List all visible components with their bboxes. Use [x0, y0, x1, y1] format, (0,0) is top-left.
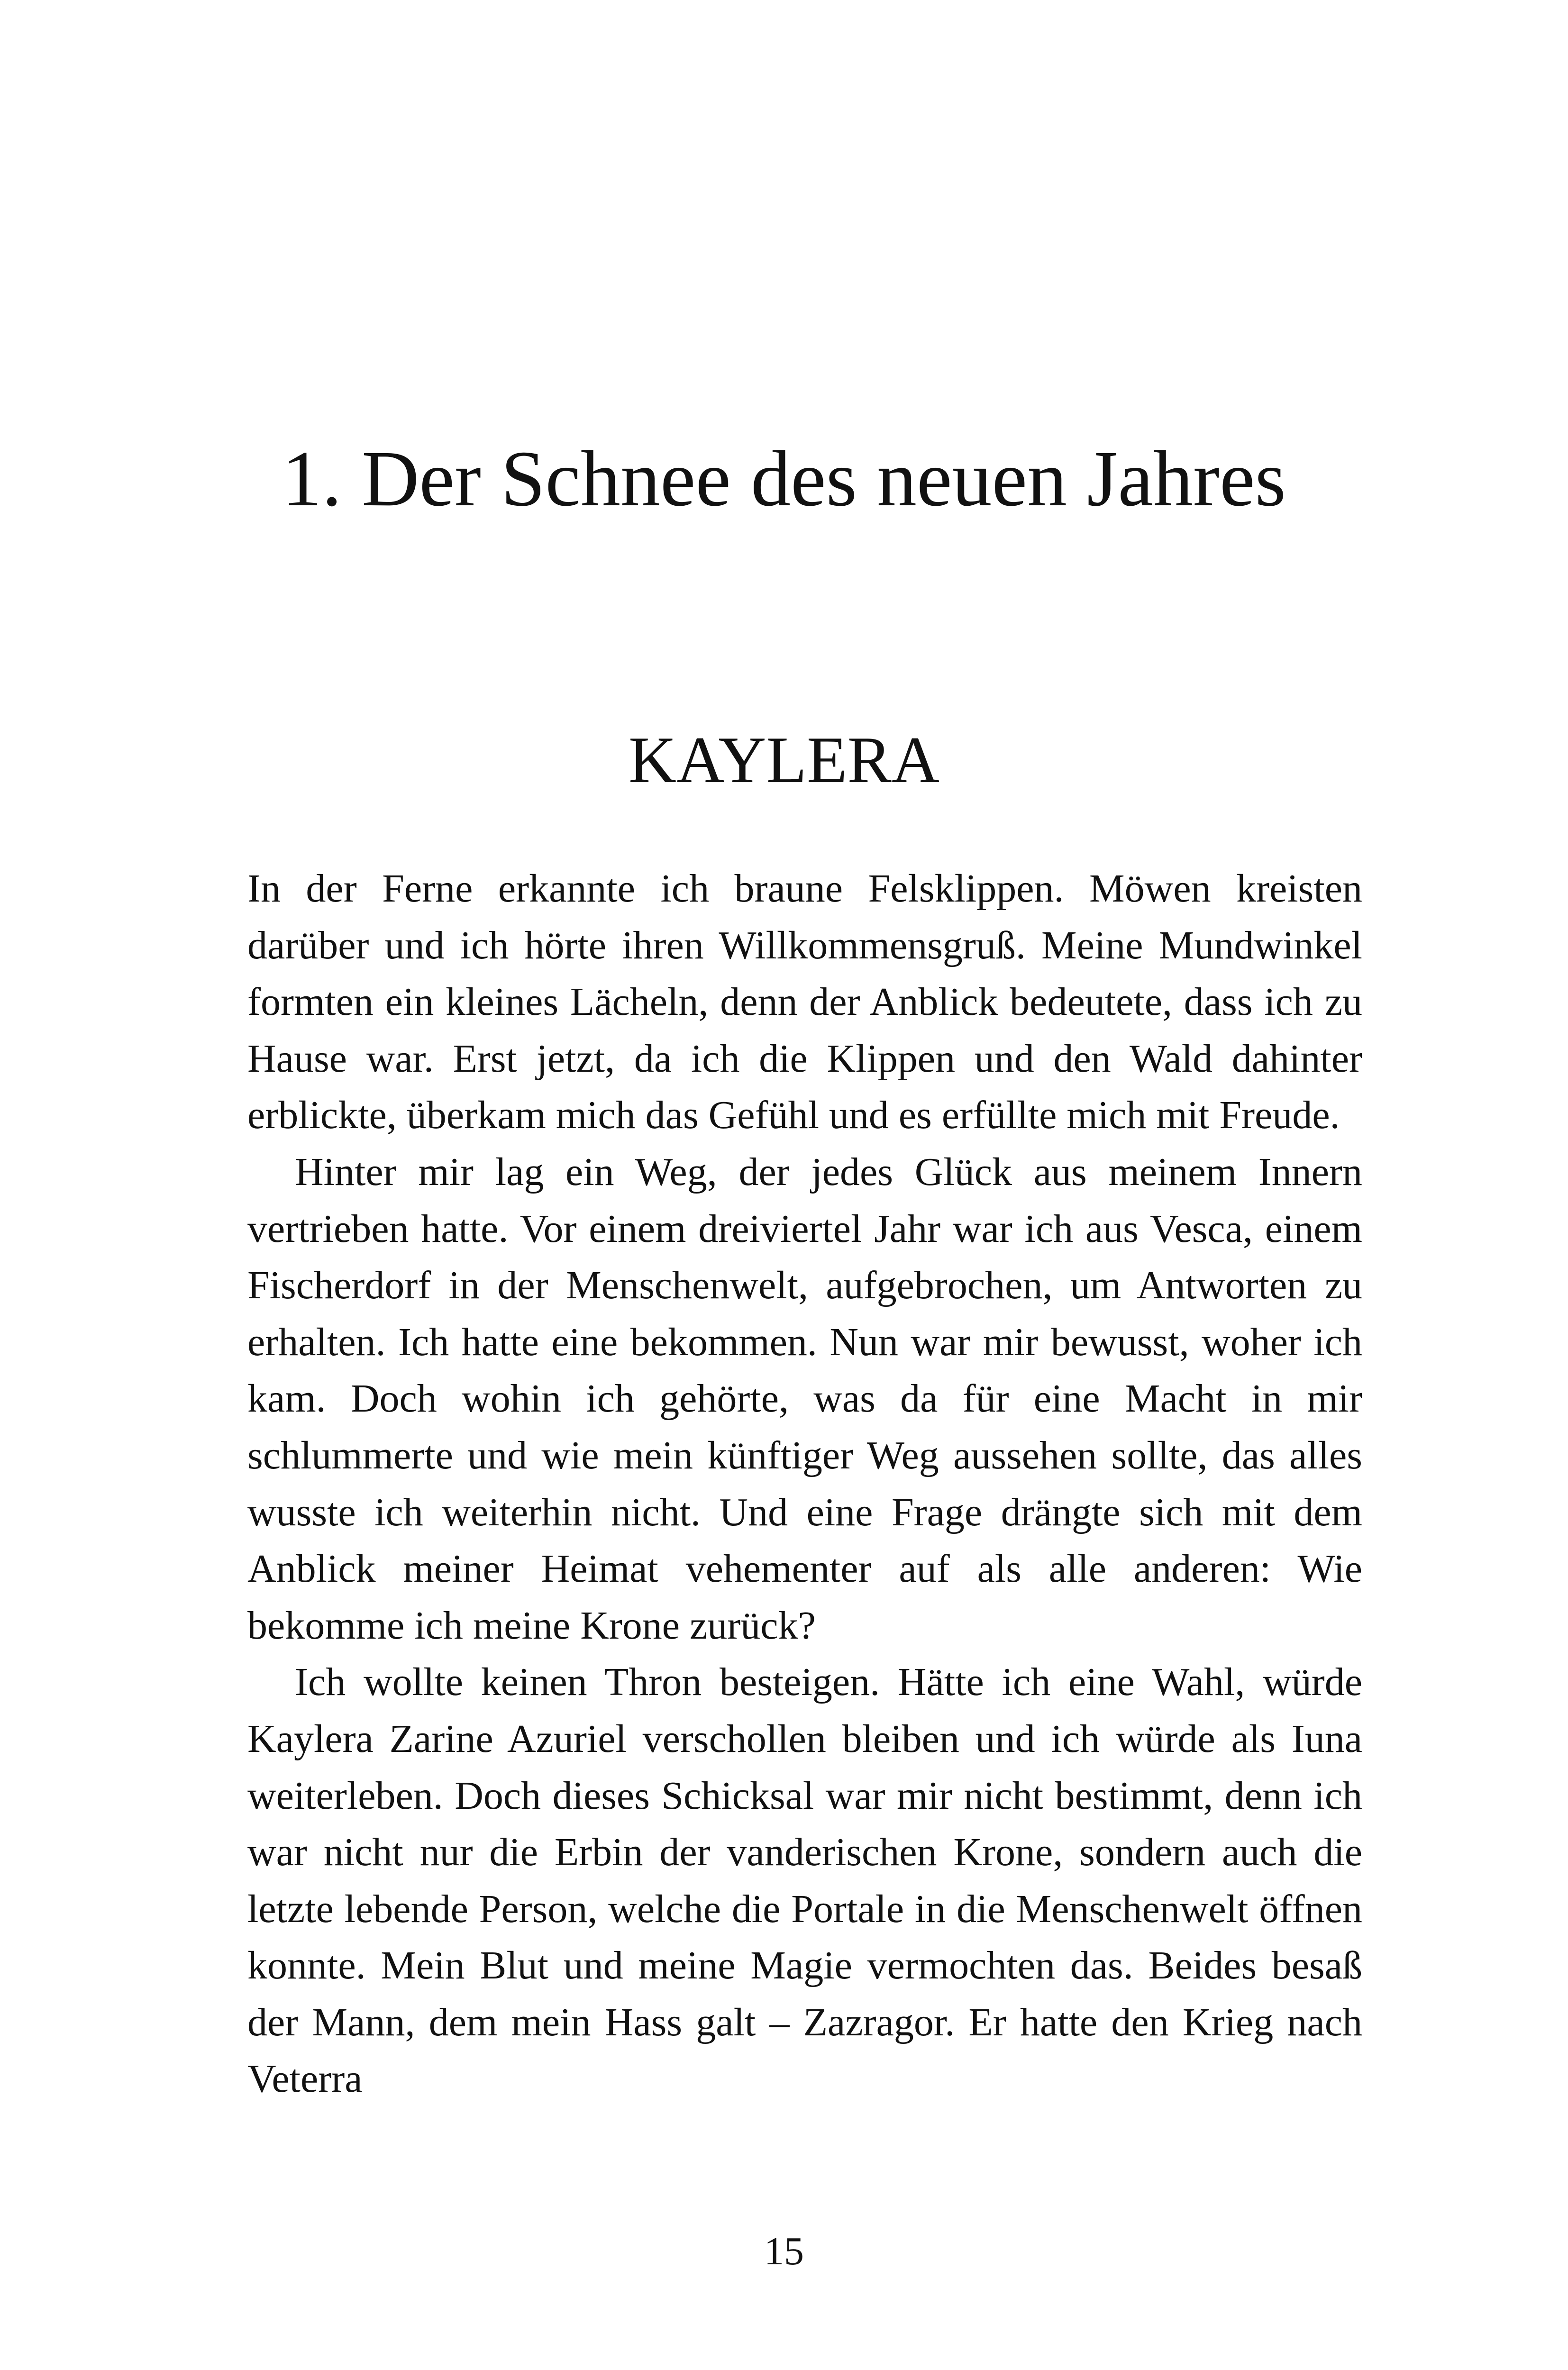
body-text	[247, 860, 1362, 2107]
chapter-title: 1. Der Schnee des neuen Jahres	[282, 435, 1286, 523]
character-heading: KAYLERA	[629, 723, 939, 797]
page-number: 15	[764, 2229, 804, 2273]
paragraph-1: In der Ferne erkannte ich braune Felsklippen. Möwen kreisten darüber und ich hörte ihren Willkommensgruß. Meine Mundwinkel formten ein kleines Lächeln, denn der Anblick bedeutete, dass ich zu Hause war. Erst jetzt, da ich die Klippen und den Wald dahinter erblickte, überkam mich das Gefühl und es erfüllte mich mit Freude.	[247, 866, 1362, 1138]
paragraph-3: Ich wollte keinen Thron besteigen. Hätte ich eine Wahl, würde Kaylera Zarine Azuriel verschollen bleiben und ich würde als Iuna weiterleben. Doch dieses Schicksal war mir nicht bestimmt, denn ich war nicht nur die Erbin der vanderischen Krone, sondern auch die letzte lebende Person, welche die Portale in die Menschenwelt öffnen konnte. Mein Blut und meine Magie vermochten das. Beides besaß der Mann, dem mein Hass galt – Zazragor. Er hatte den Krieg nach Veterra	[247, 1660, 1362, 2101]
paragraph-2: Hinter mir lag ein Weg, der jedes Glück aus meinem Innern vertrieben hatte. Vor einem dreiviertel Jahr war ich aus Vesca, einem Fischerdorf in der Menschenwelt, aufgebrochen, um Antworten zu erhalten. Ich hatte eine bekommen. Nun war mir bewusst, woher ich kam. Doch wohin ich gehörte, was da für eine Macht in mir schlummerte und wie mein künftiger Weg aussehen sollte, das alles wusste ich weiterhin nicht. Und eine Frage drängte sich mit dem Anblick meiner Heimat vehementer auf als alle anderen: Wie bekomme ich meine Krone zurück?	[247, 1149, 1362, 1648]
